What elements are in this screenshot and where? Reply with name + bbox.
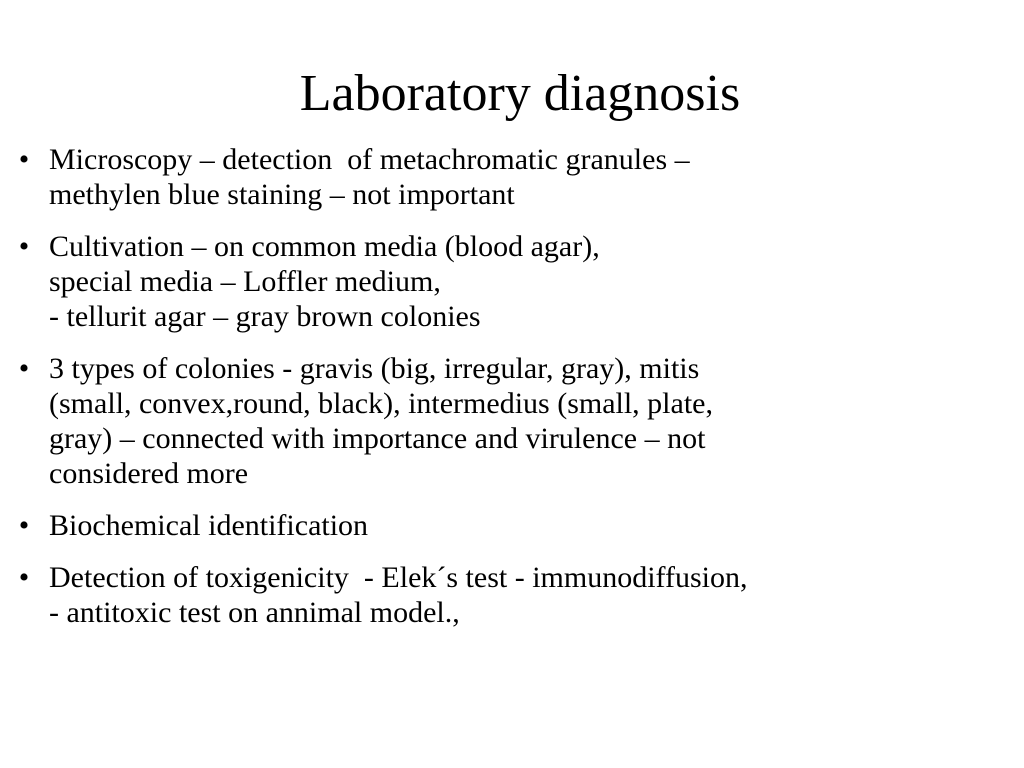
slide-title: Laboratory diagnosis [299,65,741,122]
bullet-dot-icon: • [18,509,30,542]
bullet-item-cultivation [10,229,1000,334]
bullet-item-toxigenicity [10,560,1000,630]
bullet-dot-icon: • [18,143,30,176]
bullet-text-line: 3 types of colonies - gravis (big, irregular, gray), mitis [49,352,700,385]
bullet-item-biochemical [10,508,1000,543]
bullet-text-line: Cultivation – on common media (blood agar), [49,230,600,263]
bullet-text-line: Biochemical identification [49,509,369,542]
bullet-item-microscopy [10,142,1000,212]
bullet-item-colony-types [10,351,1000,491]
bullet-text-line: gray) – connected with importance and virulence – not [49,422,706,455]
bullet-text-line: Detection of toxigenicity - Elek´s test - immunodiffusion, [49,561,748,594]
bullet-dot-icon: • [18,561,30,594]
bullet-text-line: considered more [49,457,249,490]
bullet-dot-icon: • [18,352,30,385]
bullet-text-line: methylen blue staining – not important [49,178,515,211]
bullet-list [10,142,1000,647]
bullet-text-line: Microscopy – detection of metachromatic granules – [49,143,690,176]
bullet-text-line: special media – Loffler medium, [49,265,441,298]
bullet-text-line: - tellurit agar – gray brown colonies [49,300,481,333]
bullet-text-line: (small, convex,round, black), intermedius (small, plate, [49,387,713,420]
bullet-text-line: - antitoxic test on annimal model., [49,596,460,629]
bullet-dot-icon: • [18,230,30,263]
